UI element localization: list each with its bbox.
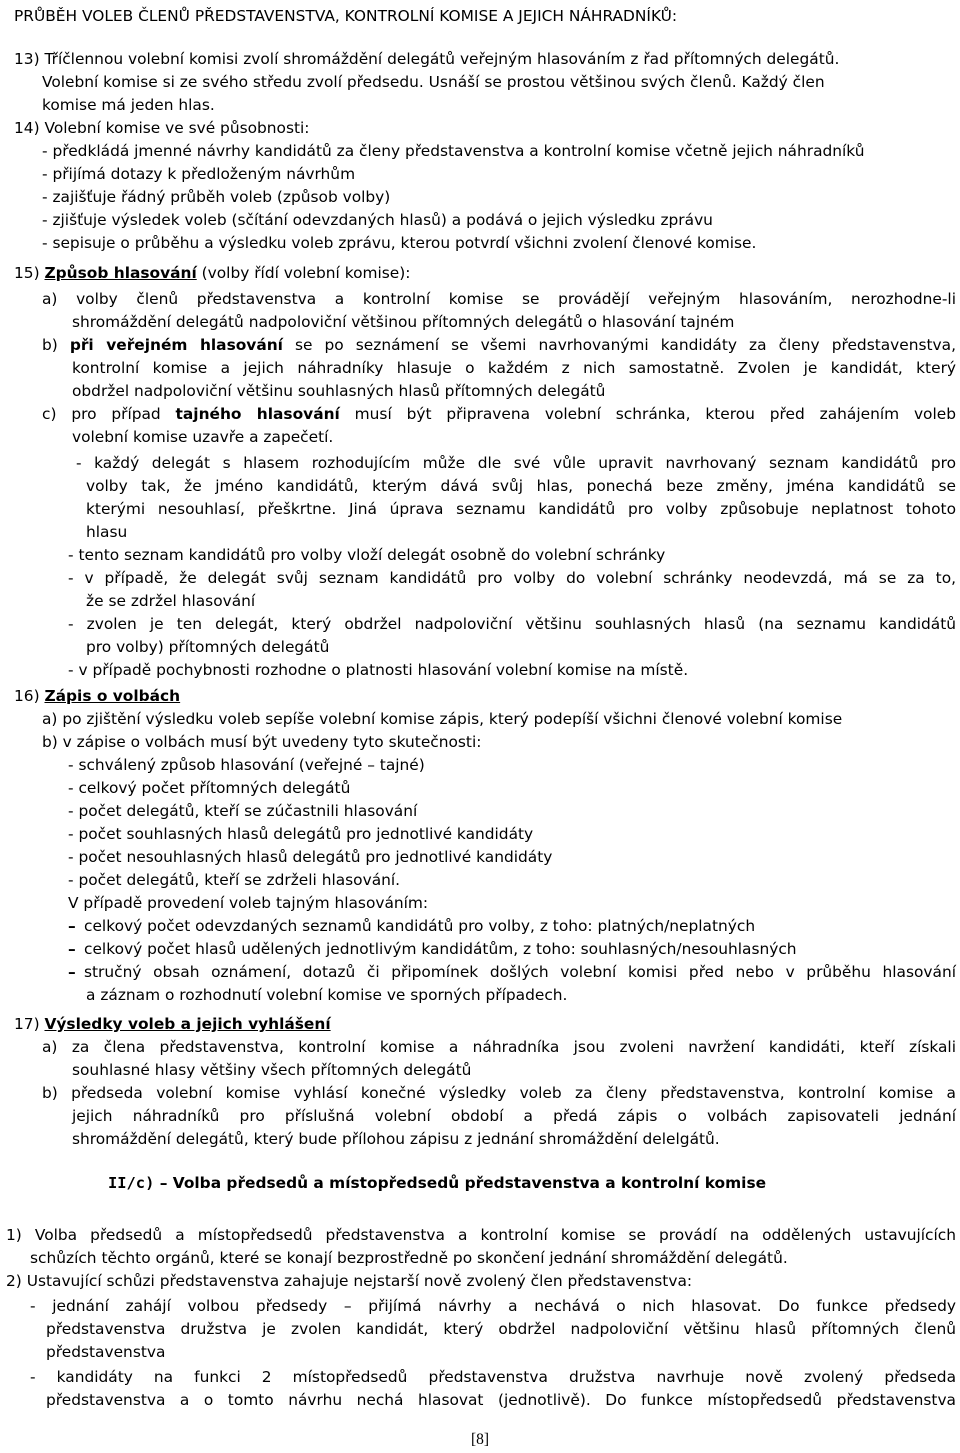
s15-g-line-1: - zvolen je ten delegát, který obdržel nadpoloviční většinu souhlasných hlasů (na seznamu kandidátů	[68, 615, 956, 633]
s15-d-line-3: kterými nesouhlasí, přeškrtne. Jiná úprava seznamu kandidátů pro volby způsobuje neplatnost tohoto	[86, 500, 956, 518]
s16-item: - celkový počet přítomných delegátů	[68, 779, 351, 797]
s14-item: - zajišťuje řádný průběh voleb (způsob volby)	[42, 188, 391, 206]
s16-secret-title: V případě provedení voleb tajným hlasováním:	[68, 894, 429, 912]
s16-item: - schválený způsob hlasování (veřejné – tajné)	[68, 756, 425, 774]
s17-number: 17)	[14, 1015, 45, 1033]
s13-line-1: 13) Tříčlennou volební komisi zvolí shromáždění delegátů veřejným hlasováním z řad přítomných delegátů.	[14, 50, 840, 68]
s17-b-line-3: shromáždění delegátů, který bude přílohou zápisu z jednání shromáždění delelgátů.	[72, 1130, 720, 1148]
s17-a-line-1: a) za člena představenstva, kontrolní komise a náhradníka jsou zvoleni navržení kandidáti, kteří získali	[42, 1038, 956, 1056]
p2-line-1: 2) Ustavující schůzi představenstva zahajuje nejstarší nově zvolený člen představenstva:	[6, 1272, 693, 1290]
s14-title: 14) Volební komise ve své působnosti:	[14, 119, 310, 137]
s15-heading	[14, 262, 410, 285]
s15-b-rest: se po seznámení se všemi navrhovanými kandidáty za členy představenstva,	[282, 336, 956, 354]
p1-line-2: schůzích těchto orgánů, které se konají bezprostředně po skončení jednání shromáždění delegátů.	[30, 1249, 788, 1267]
s15-a-line-2: shromáždění delegátů nadpoloviční většinou přítomných delegátů o hlasování tajném	[72, 313, 735, 331]
s15-f-line-1: - v případě, že delegát svůj seznam kandidátů pro volby do volební schránky neodevzdá, má se za to,	[68, 569, 956, 587]
s15-c-prefix: c) pro případ	[42, 405, 176, 423]
s14-item: - přijímá dotazy k předloženým návrhům	[42, 165, 356, 183]
p2-a-line-1: - jednání zahájí volbou předsedy – přijímá návrhy a nechává o nich hlasovat. Do funkce předsedy	[30, 1297, 956, 1315]
s17-title: Výsledky voleb a jejich vyhlášení	[44, 1015, 331, 1033]
s15-b-prefix: b)	[42, 336, 70, 354]
p2-b-line-1: - kandidáty na funkci 2 místopředsedů představenstva družstva navrhuje nově zvolený předseda	[30, 1368, 956, 1386]
s16-b: b) v zápise o volbách musí být uvedeny tyto skutečnosti:	[42, 733, 482, 751]
p2-a-line-2: představenstva družstva je zvolen kandidát, který obdržel nadpoloviční většinu hlasů přítomných členů	[46, 1320, 956, 1338]
s16-item: - počet souhlasných hlasů delegátů pro jednotlivé kandidáty	[68, 825, 534, 843]
s16-secret-text: stručný obsah oznámení, dotazů či připomínek došlých volební komisi před nebo v průběhu hlasování	[84, 963, 956, 981]
s15-c-line-1	[42, 403, 956, 426]
section-ii-label: II/c)	[108, 1174, 155, 1192]
s16-item: - počet delegátů, kteří se zúčastnili hlasování	[68, 802, 418, 820]
s16-secret-cont: a záznam o rozhodnutí volební komise ve sporných případech.	[86, 986, 568, 1004]
s15-number: 15)	[14, 264, 40, 282]
s15-a-line-1: a) volby členů představenstva a kontrolní komise se provádějí veřejným hlasováním, nerozhodne-li	[42, 290, 956, 308]
s16-secret-text: celkový počet odevzdaných seznamů kandidátů pro volby, z toho: platných/neplatných	[84, 917, 756, 935]
s17-a-line-2: souhlasné hlasy většiny všech přítomných delegátů	[72, 1061, 472, 1079]
s15-note: (volby řídí volební komise):	[196, 264, 411, 282]
s16-item: - počet delegátů, kteří se zdrželi hlasování.	[68, 871, 401, 889]
s15-b-bold: při veřejném hlasování	[69, 336, 283, 354]
s13-line-3: komise má jeden hlas.	[42, 96, 215, 114]
p2-a-line-3: představenstva	[46, 1343, 166, 1361]
s15-b-line-3: obdržel nadpoloviční většinu souhlasných hlasů přítomných delegátů	[72, 382, 606, 400]
s15-d-line-2: volby tak, že jméno kandidátů, kterým dává svůj hlas, ponechá beze změny, jména kandidátů se	[86, 477, 956, 495]
s16-item: - počet nesouhlasných hlasů delegátů pro jednotlivé kandidáty	[68, 848, 553, 866]
s16-secret-text: celkový počet hlasů udělených jednotlivým kandidátům, z toho: souhlasných/nesouhlasných	[84, 940, 797, 958]
s15-f-line-2: že se zdržel hlasování	[86, 592, 256, 610]
s15-title: Způsob hlasování	[44, 264, 197, 282]
s15-b-line-2: kontrolní komise a jejich náhradníky hlasuje o každém z nich samostatně. Zvolen je kandidát, který	[72, 359, 956, 377]
page-number: [8]	[470, 1431, 490, 1448]
page-heading: PRŮBĚH VOLEB ČLENŮ PŘEDSTAVENSTVA, KONTROLNÍ KOMISE A JEJICH NÁHRADNÍKŮ:	[14, 7, 678, 25]
s16-a: a) po zjištění výsledku voleb sepíše volební komise zápis, který podepíší všichni členové volební komise	[42, 710, 843, 728]
section-ii-title: – Volba předsedů a místopředsedů představenstva a kontrolní komise	[159, 1174, 767, 1192]
s16-secret-item: – celkový počet odevzdaných seznamů kandidátů pro volby, z toho: platných/neplatných	[68, 917, 756, 935]
s15-e-line-1: - tento seznam kandidátů pro volby vloží delegát osobně do volební schránky	[68, 546, 666, 564]
s14-item: - sepisuje o průběhu a výsledku voleb zprávu, kterou potvrdí všichni zvolení členové komise.	[42, 234, 757, 252]
s14-item: - zjišťuje výsledek voleb (sčítání odevzdaných hlasů) a podává o jejich výsledku zprávu	[42, 211, 713, 229]
s15-c-rest: musí být připravena volební schránka, kterou před zahájením voleb	[339, 405, 956, 423]
s15-c-bold: tajného hlasování	[175, 405, 340, 423]
s16-secret-item: – stručný obsah oznámení, dotazů či připomínek došlých volební komisi před nebo v průběhu hlasování	[68, 963, 956, 981]
s15-b-line-1	[42, 334, 956, 357]
s15-g-line-2: pro volby) přítomných delegátů	[86, 638, 330, 656]
s17-heading	[14, 1013, 331, 1036]
s16-number: 16)	[14, 687, 45, 705]
s15-h-line-1: - v případě pochybnosti rozhodne o platnosti hlasování volební komise na místě.	[68, 661, 689, 679]
s14-item: - předkládá jmenné návrhy kandidátů za členy představenstva a kontrolní komise včetně jejich náhradníků	[42, 142, 865, 160]
s15-c-line-2: volební komise uzavře a zapečetí.	[72, 428, 334, 446]
s15-d-line-1: - každý delegát s hlasem rozhodujícím může dle své vůle upravit navrhovaný seznam kandidátů pro	[76, 454, 956, 472]
s17-b-line-1: b) předseda volební komise vyhlásí konečné výsledky voleb za členy představenstva, kontrolní komise a	[42, 1084, 956, 1102]
s16-title: Zápis o volbách	[44, 687, 181, 705]
s15-d-line-4: hlasu	[86, 523, 128, 541]
s16-secret-item: – celkový počet hlasů udělených jednotlivým kandidátům, z toho: souhlasných/nesouhlasných	[68, 940, 797, 958]
p2-b-line-2: představenstva a o tomto návrhu nechá hlasovat (jednotlivě). Do funkce místopředsedů představenstva	[46, 1391, 956, 1409]
s13-line-2: Volební komise si ze svého středu zvolí předsedu. Usnáší se prostou většinou svých členů. Každý člen	[42, 73, 825, 91]
s17-b-line-2: jejich náhradníků pro příslušná volební období a předá zápis o volbách zapisovateli jednání	[72, 1107, 956, 1125]
s16-heading	[14, 685, 180, 708]
section-ii-heading	[108, 1172, 766, 1195]
p1-line-1: 1) Volba předsedů a místopředsedů představenstva a kontrolní komise se provádí na oddělených ustavujících	[6, 1226, 956, 1244]
